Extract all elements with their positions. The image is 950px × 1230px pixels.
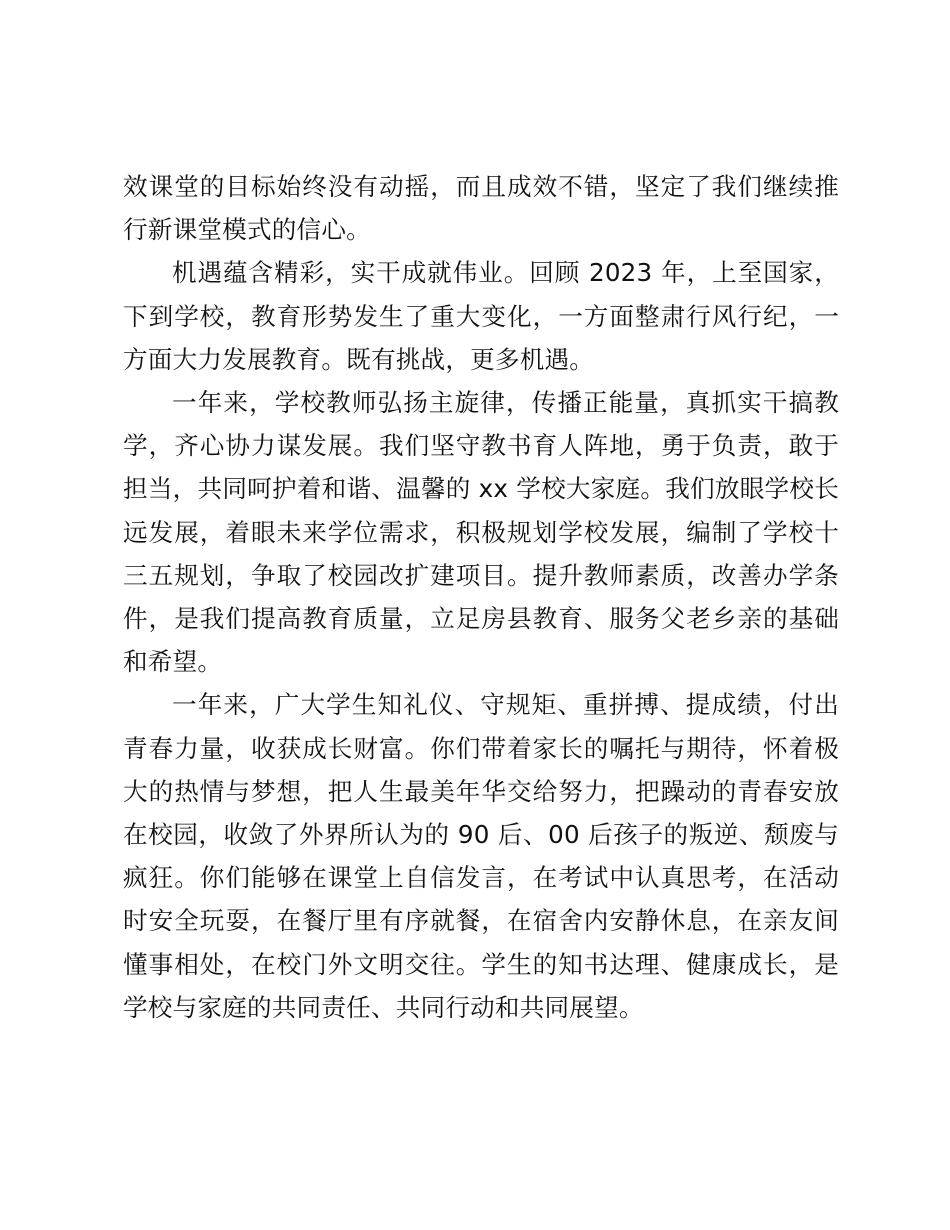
- document-body: [123, 165, 839, 1029]
- paragraph-continuation: 效课堂的目标始终没有动摇，而且成效不错，坚定了我们继续推行新课堂模式的信心。: [123, 172, 839, 245]
- paragraph-opportunity: 机遇蕴含精彩，实干成就伟业。回顾 2023 年，上至国家，下到学校，教育形势发生了重大变化，一方面整肃行风行纪，一方面大力发展教育。既有挑战，更多机遇。: [123, 258, 839, 374]
- paragraph-teachers: 一年来，学校教师弘扬主旋律，传播正能量，真抓实干搞教学，齐心协力谋发展。我们坚守教书育人阵地，勇于负责，敢于担当，共同呵护着和谐、温馨的 xx 学校大家庭。我们放眼学校长远发展，着眼未来学位需求，积极规划学校发展，编制了学校十三五规划，争取了校园改扩建项目。提升教师素质，改善办学条件，是我们提高教育质量，立足房县教育、服务父老乡亲的基础和希望。: [123, 388, 839, 677]
- paragraph-students: 一年来，广大学生知礼仪、守规矩、重拼搏、提成绩，付出青春力量，收获成长财富。你们带着家长的嘱托与期待，怀着极大的热情与梦想，把人生最美年华交给努力，把躁动的青春安放在校园，收敛了外界所认为的 90 后、00 后孩子的叛逆、颓废与疯狂。你们能够在课堂上自信发言，在考试中认真思考，在活动时安全玩耍，在餐厅里有序就餐，在宿舍内安静休息，在亲友间懂事相处，在校门外文明交往。学生的知书达理、健康成长，是学校与家庭的共同责任、共同行动和共同展望。: [123, 690, 839, 1022]
